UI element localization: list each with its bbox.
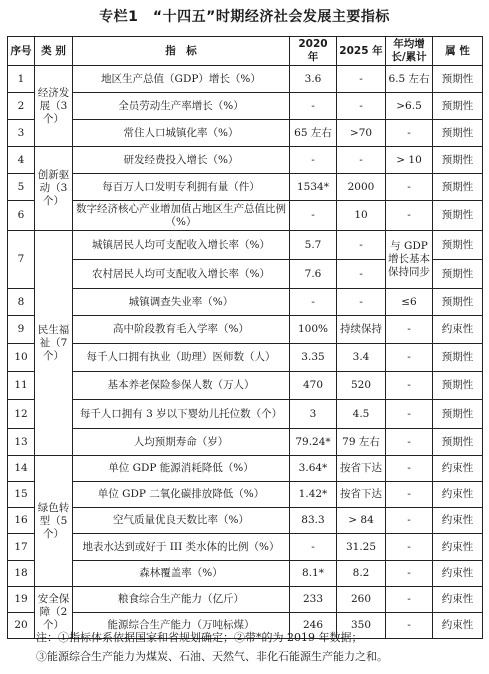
attribute-cell: 预期性 [433,93,483,120]
value-growth: - [386,482,433,508]
table-row [8,231,483,260]
value-2025: 31.25 [337,534,386,561]
indicator-cell: 每千人口拥有 3 岁以下婴幼儿托位数（个） [73,400,290,429]
attribute-cell: 预期性 [433,66,483,93]
value-2025: - [337,66,386,93]
value-2025: 2000 [337,174,386,201]
table-row [8,344,483,372]
row-no: 6 [8,201,35,231]
row-no: 11 [8,372,35,400]
table-row [8,482,483,508]
table-row [8,534,483,561]
category-cell: 绿色转型（5个） [35,456,73,587]
table-row [8,147,483,174]
attribute-cell: 预期性 [433,429,483,456]
attribute-cell: 约束性 [433,587,483,613]
value-growth: 6.5 左右 [386,66,433,93]
indicator-cell: 研发经费投入增长（%） [73,147,290,174]
value-2025: 3.4 [337,344,386,372]
row-no: 1 [8,66,35,93]
value-growth: - [386,613,433,639]
value-2020: 8.1* [290,561,337,587]
value-2025: 8.2 [337,561,386,587]
indicator-cell: 高中阶段教育毛入学率（%） [73,316,290,344]
col-header-indicator: 指 标 [73,37,290,66]
indicator-cell: 常住人口城镇化率（%） [73,120,290,147]
value-2025: >70 [337,120,386,147]
row-no: 10 [8,344,35,372]
indicator-cell: 基本养老保险参保人数（万人） [73,372,290,400]
category-cell: 创新驱动（3个） [35,147,73,231]
value-2020: 65 左右 [290,120,337,147]
value-2020: - [290,93,337,120]
col-header-no: 序号 [8,37,35,66]
value-growth: - [386,120,433,147]
value-2020: 470 [290,372,337,400]
value-growth: - [386,534,433,561]
value-2020: - [290,147,337,174]
value-growth: - [386,344,433,372]
table-row [8,120,483,147]
col-header-category: 类 别 [35,37,73,66]
value-growth: - [386,508,433,534]
table-row [8,561,483,587]
value-2020: - [290,289,337,316]
value-2025: 79 左右 [337,429,386,456]
indicator-cell: 空气质量优良天数比率（%） [73,508,290,534]
value-2020: 1534* [290,174,337,201]
attribute-cell: 预期性 [433,174,483,201]
value-2020: 7.6 [290,260,337,289]
indicator-cell: 人均预期寿命（岁） [73,429,290,456]
value-growth: >6.5 [386,93,433,120]
indicator-cell: 每千人口拥有执业（助理）医师数（人） [73,344,290,372]
attribute-cell: 预期性 [433,289,483,316]
row-no: 20 [8,613,35,639]
value-2025: 520 [337,372,386,400]
value-growth: ≤6 [386,289,433,316]
value-growth: - [386,372,433,400]
table-row [8,289,483,316]
value-2020: 100% [290,316,337,344]
attribute-cell: 约束性 [433,534,483,561]
row-no: 4 [8,147,35,174]
indicator-cell: 地区生产总值（GDP）增长（%） [73,66,290,93]
value-growth: - [386,174,433,201]
value-2025: - [337,147,386,174]
attribute-cell: 约束性 [433,456,483,482]
value-2025: - [337,93,386,120]
attribute-cell: 约束性 [433,482,483,508]
attribute-cell: 预期性 [433,400,483,429]
value-2025: - [337,289,386,316]
value-2020: 3.64* [290,456,337,482]
row-no: 12 [8,400,35,429]
value-growth: 与 GDP 增长基本保持同步 [386,231,433,289]
indicator-cell: 森林覆盖率（%） [73,561,290,587]
value-2025: 350 [337,613,386,639]
row-no: 7 [8,231,35,289]
attribute-cell: 预期性 [433,372,483,400]
attribute-cell: 约束性 [433,561,483,587]
value-2025: 10 [337,201,386,231]
note-line-2: ③能源综合生产能力为煤炭、石油、天然气、非化石能源生产能力之和。 [36,650,388,663]
attribute-cell: 预期性 [433,201,483,231]
category-cell: 民生福祉（7个） [35,231,73,456]
attribute-cell: 约束性 [433,613,483,639]
value-growth: - [386,561,433,587]
indicator-cell: 地表水达到或好于 III 类水体的比例（%） [73,534,290,561]
value-2020: 3 [290,400,337,429]
table-row [8,429,483,456]
value-2020: 3.35 [290,344,337,372]
row-no: 18 [8,561,35,587]
value-2020: 3.6 [290,66,337,93]
value-growth: - [386,316,433,344]
table-title: 专栏1 “十四五”时期经济社会发展主要指标 [99,9,390,25]
indicator-cell: 每百万人口发明专利拥有量（件） [73,174,290,201]
table-row [8,372,483,400]
value-growth: - [386,456,433,482]
indicator-cell: 能源综合生产能力（万吨标煤） [73,613,290,639]
indicator-cell: 粮食综合生产能力（亿斤） [73,587,290,613]
value-2025: 4.5 [337,400,386,429]
value-2020: 246 [290,613,337,639]
attribute-cell: 预期性 [433,260,483,289]
row-no: 8 [8,289,35,316]
table-notes [36,628,484,666]
value-2025: 持续保持 [337,316,386,344]
indicator-cell: 单位 GDP 二氧化碳排放降低（%） [73,482,290,508]
table-row [8,66,483,93]
value-2025: 按省下达 [337,456,386,482]
value-growth: - [386,587,433,613]
indicator-cell: 城镇调查失业率（%） [73,289,290,316]
table-row [8,587,483,613]
attribute-cell: 约束性 [433,316,483,344]
col-header-attr: 属 性 [433,37,483,66]
table-row [8,93,483,120]
header-row [8,37,483,66]
attribute-cell: 预期性 [433,344,483,372]
value-2025: - [337,260,386,289]
col-header-growth: 年均增长/累计 [386,37,433,66]
indicator-cell: 农村居民人均可支配收入增长率（%） [73,260,290,289]
value-growth: - [386,429,433,456]
value-growth: - [386,201,433,231]
value-2020: 5.7 [290,231,337,260]
value-growth: > 10 [386,147,433,174]
table-row [8,316,483,344]
row-no: 3 [8,120,35,147]
table-row [8,508,483,534]
value-2025: - [337,231,386,260]
row-no: 17 [8,534,35,561]
row-no: 16 [8,508,35,534]
indicator-cell: 数字经济核心产业增加值占地区生产总值比例（%） [73,201,290,231]
table-row [8,456,483,482]
row-no: 9 [8,316,35,344]
indicator-table [7,36,483,639]
col-header-2020: 2020 年 [290,37,337,66]
row-no: 14 [8,456,35,482]
note-line-1: 注：①指标体系依据国家和省规划确定；②带*的为 2019 年数据； [36,631,363,644]
indicator-cell: 单位 GDP 能源消耗降低（%） [73,456,290,482]
row-no: 15 [8,482,35,508]
table-row [8,174,483,201]
value-2020: 83.3 [290,508,337,534]
value-2020: 1.42* [290,482,337,508]
row-no: 2 [8,93,35,120]
attribute-cell: 预期性 [433,120,483,147]
table-row [8,400,483,429]
value-2025: 260 [337,587,386,613]
category-cell: 经济发展（3个） [35,66,73,147]
value-2020: 233 [290,587,337,613]
indicator-cell: 城镇居民人均可支配收入增长率（%） [73,231,290,260]
value-growth: - [386,400,433,429]
attribute-cell: 约束性 [433,508,483,534]
category-cell: 安全保障（2个） [35,587,73,639]
value-2020: - [290,534,337,561]
attribute-cell: 预期性 [433,231,483,260]
value-2020: 79.24* [290,429,337,456]
attribute-cell: 预期性 [433,147,483,174]
value-2025: 按省下达 [337,482,386,508]
col-header-2025: 2025 年 [337,37,386,66]
row-no: 13 [8,429,35,456]
row-no: 5 [8,174,35,201]
value-2025: > 84 [337,508,386,534]
row-no: 19 [8,587,35,613]
table-row [8,201,483,231]
indicator-cell: 全员劳动生产率增长（%） [73,93,290,120]
value-2020: - [290,201,337,231]
